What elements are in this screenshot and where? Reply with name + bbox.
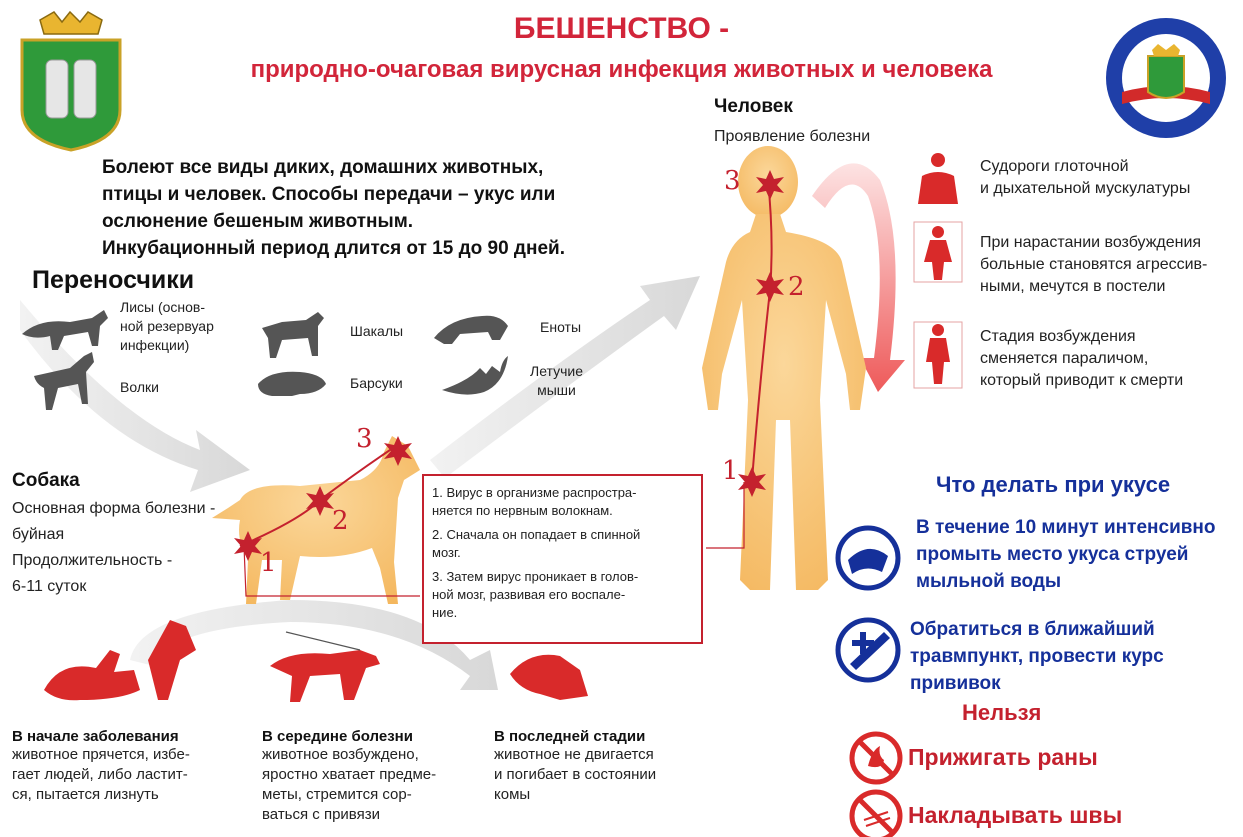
agitated-person-icon: [914, 222, 962, 282]
bite-actions-heading: Что делать при укусе: [936, 472, 1171, 497]
dog-marker-1: 1: [260, 548, 277, 578]
dog-figure: [212, 436, 420, 604]
stage-late: [494, 728, 714, 805]
wash-wound-icon: [838, 528, 898, 588]
dying-dog-icon: [510, 655, 588, 700]
carrier-label-badger: Барсуки: [350, 375, 403, 391]
bat-icon: [442, 356, 508, 395]
virus-path-box: [422, 474, 703, 644]
intro-text: Болеют все виды диких, домашних животных, птицы и человек. Способы передачи – укус или ослюнение бешеным животным. Инкубационный период длится от 15 до 90 дней.: [102, 157, 565, 259]
dog-heading: Собака: [12, 470, 80, 491]
aggressive-dog-icon: [270, 632, 380, 702]
dog-marker-2: 2: [332, 506, 349, 536]
no-cauterize-icon: [852, 734, 900, 782]
virus-step-3: 3. Затем вирус проникает в голов- ной мозг, развивая его воспале- ние.: [432, 569, 639, 620]
human-marker-1: 1: [722, 456, 739, 486]
symptom-1: Судороги глоточной и дыхательной мускулатуры: [980, 158, 1191, 197]
human-subheading: Проявление болезни: [714, 128, 871, 145]
symptom-icons: [914, 153, 962, 388]
page-subtitle: природно-очаговая вирусная инфекция животных и человека: [250, 56, 993, 83]
stage-middle: [262, 728, 482, 825]
dog-marker-3: 3: [356, 424, 373, 454]
carrier-label-wolf: Волки: [120, 379, 159, 395]
stage-late-heading: В последней стадии: [494, 728, 646, 745]
dog-description: Основная форма болезни - буйная Продолжительность - 6-11 суток: [12, 500, 216, 595]
virus-step-2: 2. Сначала он попадает в спинной мозг.: [432, 527, 641, 560]
bite-action-2: Обратиться в ближайший травмпункт, провести курс прививок: [910, 619, 1164, 694]
stage-middle-heading: В середине болезни: [262, 728, 413, 745]
stage-early: [12, 728, 242, 805]
paralysis-person-icon: [914, 322, 962, 388]
jackal-icon: [262, 312, 324, 358]
carrier-label-bat: Летучие мыши: [530, 363, 583, 398]
human-figure: [702, 146, 866, 590]
stage-early-heading: В начале заболевания: [12, 728, 179, 745]
carrier-label-fox: Лисы (основ- ной резервуар инфекции): [120, 299, 214, 353]
vaccination-icon: [838, 620, 898, 680]
human-heading: Человек: [714, 96, 793, 117]
virus-step-1: 1. Вирус в организме распростра- няется по нервным волокнам.: [432, 485, 637, 518]
raccoon-icon: [434, 316, 508, 344]
lungs-icon: [918, 153, 958, 204]
human-marker-2: 2: [788, 272, 805, 302]
no-stitches-icon: [852, 792, 900, 837]
stage-late-text: животное не двигается и погибает в состоянии комы: [494, 746, 657, 803]
carrier-label-jackal: Шакалы: [350, 323, 404, 339]
bite-action-1: В течение 10 минут интенсивно промыть место укуса струей мыльной воды: [916, 517, 1216, 592]
badger-icon: [258, 372, 326, 396]
symptom-2: При нарастании возбуждения больные становятся агрессив- ными, мечутся в постели: [980, 234, 1208, 295]
page-title: БЕШЕНСТВО -: [513, 12, 730, 45]
carriers-heading: Переносчики: [32, 266, 195, 294]
forbidden-item-1: Прижигать раны: [908, 744, 1098, 770]
forbidden-heading: Нельзя: [962, 700, 1042, 725]
stage-middle-text: животное возбуждено, яростно хватает предме- меты, стремится сор- ваться с привязи: [262, 746, 437, 823]
symptom-3: Стадия возбуждения сменяется параличом, который приводит к смерти: [980, 328, 1184, 389]
forbidden-item-2: Накладывать швы: [908, 802, 1123, 828]
human-marker-3: 3: [724, 166, 741, 196]
stage-early-text: животное прячется, избе- гает людей, либо ластит- ся, пытается лизнуть: [12, 746, 190, 803]
carrier-label-raccoon: Еноты: [540, 319, 582, 335]
hiding-dog-icon: [44, 620, 196, 700]
